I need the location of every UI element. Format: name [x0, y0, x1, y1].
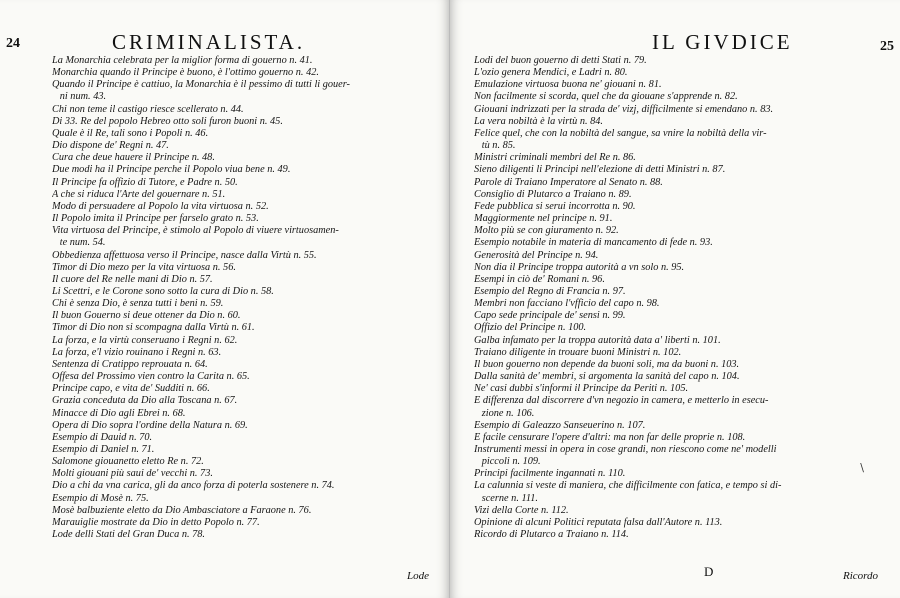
right-index-entry: Non dia il Principe troppa autorità a vn solo n. 95.	[474, 261, 685, 273]
left-index-entry: Due modi ha il Principe perche il Popolo viua bene n. 49.	[52, 164, 291, 176]
right-index-entry: Galba infamato per la troppa autorità data a' liberti n. 101.	[474, 334, 721, 346]
right-index-entry: Parole di Traiano Imperatore al Senato n. 88.	[474, 176, 663, 188]
left-index-entry: Il buon Gouerno si deue ottener da Dio n. 60.	[52, 310, 241, 322]
left-index-entry: Modo di persuadere al Popolo la vita virtuosa n. 52.	[52, 200, 269, 212]
right-index-entry: Offizio del Principe n. 100.	[474, 322, 587, 334]
left-running-title: CRIMINALISTA.	[112, 30, 306, 54]
left-index-list	[52, 55, 431, 541]
right-page-header	[474, 30, 894, 54]
right-index-entry: Fede pubblica si serui incorrotta n. 90.	[474, 200, 636, 212]
right-index-list	[474, 55, 870, 541]
left-index-entry: Dio dispone de' Regni n. 47.	[52, 140, 169, 152]
right-page-number: 25	[880, 39, 894, 54]
margin-mark: \	[860, 461, 864, 474]
left-page-header	[6, 30, 431, 54]
left-index-entry: Obbedienza affettuosa verso il Principe, nasce dalla Virtù n. 55.	[52, 249, 317, 261]
right-index-entry: Vizi della Corte n. 112.	[474, 504, 569, 516]
right-index-entry: Consiglio di Plutarco a Traiano n. 89.	[474, 188, 632, 200]
left-index-entry: Cura che deue hauere il Principe n. 48.	[52, 152, 215, 164]
right-index-entry: Sieno diligenti li Principi nell'elezione di detti Ministri n. 87.	[474, 164, 726, 176]
left-index-entry: Esempio di Dauid n. 70.	[52, 431, 153, 443]
left-index-entry: Offesa del Prossimo vien contro la Carita n. 65.	[52, 371, 250, 383]
left-catchword: Lode	[407, 570, 429, 582]
right-index-entry: Il buon gouerno non depende da buoni soli, ma da buoni n. 103.	[474, 358, 740, 370]
left-index-entry: Monarchia quando il Principe è buono, è l'ottimo gouerno n. 42.	[52, 67, 319, 79]
right-catchword: Ricordo	[842, 570, 878, 582]
right-index-entry: La vera nobiltà è la virtù n. 84.	[474, 115, 603, 127]
left-index-entry: Salomone giouanetto eletto Re n. 72.	[52, 456, 204, 468]
right-index-entry: scerne n. 111.	[474, 492, 538, 504]
right-index-entry: zione n. 106.	[474, 407, 535, 419]
right-index-entry: Esempio del Regno di Francia n. 97.	[474, 285, 626, 297]
left-index-entry: te num. 54.	[52, 237, 106, 249]
left-index-entry: Dio a chi da vna carica, gli da anco forza di poterla sostenere n. 74.	[52, 480, 335, 492]
right-index-entry: Opinione di alcuni Politici reputata falsa dall'Autore n. 113.	[474, 516, 723, 528]
left-index-entry: Quando il Principe è cattiuo, la Monarchia è il pessimo di tutti li gouer-	[52, 79, 350, 91]
left-index-entry: Marauiglie mostrate da Dio in detto Popolo n. 77.	[52, 516, 260, 528]
right-index-entry: La calunnia si veste di maniera, che difficilmente con fatica, e tempo si di-	[474, 480, 782, 492]
left-index-entry: Principe capo, e vita de' Sudditi n. 66.	[52, 383, 210, 395]
left-index-entry: Chi è senza Dio, è senza tutti i beni n. 59.	[52, 298, 224, 310]
left-index-entry: Vita virtuosa del Principe, è stimolo al Popolo di viuere virtuosamen-	[52, 225, 339, 237]
right-index-entry: Felice quel, che con la nobiltà del sangue, sa vnire la nobiltà della vir-	[474, 127, 767, 139]
right-index-entry: Non facilmente si scorda, quel che da giouane s'apprende n. 82.	[474, 91, 738, 103]
left-index-entry: Grazia conceduta da Dio alla Toscana n. 67.	[52, 395, 238, 407]
right-index-entry: Capo sede principale de' sensi n. 99.	[474, 310, 626, 322]
right-index-entry: Molto più se con giuramento n. 92.	[474, 225, 619, 237]
left-index-entry: Li Scettri, e le Corone sono sotto la cura di Dio n. 58.	[52, 285, 274, 297]
right-index-entry: Traiano diligente in trouare buoni Ministri n. 102.	[474, 346, 682, 358]
left-index-entry: A che si riduca l'Arte del gouernare n. 51.	[52, 188, 226, 200]
right-index-entry: Emulazione virtuosa buona ne' giouani n. 81.	[474, 79, 662, 91]
right-index-entry: Esempi in ciò de' Romani n. 96.	[474, 273, 605, 285]
right-running-title: IL GIVDICE	[652, 30, 793, 54]
right-index-entry: Lodi del buon gouerno di detti Stati n. 79.	[474, 55, 647, 66]
right-index-entry: Maggiormente nel principe n. 91.	[474, 213, 613, 225]
left-index-entry: Mosè balbuziente eletto da Dio Ambasciatore a Faraone n. 76.	[52, 504, 312, 516]
left-index-entry: Molti giouani più saui de' vecchi n. 73.	[52, 468, 213, 480]
right-index-entry: L'ozio genera Mendici, e Ladri n. 80.	[474, 67, 628, 79]
right-index-entry: Ministri criminali membri del Re n. 86.	[474, 152, 636, 164]
left-index-entry: Chi non teme il castigo riesce scellerato n. 44.	[52, 103, 244, 115]
right-index-entry: Ricordo di Plutarco a Traiano n. 114.	[474, 529, 629, 541]
right-index-entry: Esempio notabile in materia di mancamento di fede n. 93.	[474, 237, 713, 249]
right-index-entry: E facile censurare l'opere d'altri: ma non far delle proprie n. 108.	[474, 431, 746, 443]
left-index-entry: La forza, e la virtù conseruano i Regni n. 62.	[52, 334, 238, 346]
left-index-entry: Il cuore del Re nelle mani di Dio n. 57.	[52, 273, 213, 285]
right-index-entry: Dalla sanità de' membri, si argomenta la sanità del capo n. 104.	[474, 371, 740, 383]
left-index-entry: La forza, e'l vizio rouinano i Regni n. 63.	[52, 346, 222, 358]
right-index-entry: Membri non facciano l'vfficio del capo n. 98.	[474, 298, 660, 310]
left-index-entry: Timor di Dio mezo per la vita virtuosa n. 56.	[52, 261, 236, 273]
right-index-entry: Instrumenti messi in opera in cose grandi, non riescono come ne' modelli	[474, 444, 777, 455]
left-index-entry: Minacce di Dio agli Ebrei n. 68.	[52, 407, 186, 419]
left-index-entry: Il Popolo imita il Principe per farselo grato n. 53.	[52, 213, 259, 225]
left-index-entry: Esempio di Mosè n. 75.	[52, 492, 149, 504]
right-index-entry: E differenza dal discorrere d'vn negozio in camera, e metterlo in esecu-	[474, 395, 769, 407]
left-index-entry: La Monarchia celebrata per la miglior forma di gouerno n. 41.	[52, 55, 313, 66]
right-index-entry: Ne' casi dubbi s'informi il Principe da Periti n. 105.	[474, 383, 689, 395]
right-index-entry: Principi facilmente ingannati n. 110.	[474, 468, 626, 480]
left-page-number: 24	[6, 36, 20, 51]
right-index-entry: Generosità del Principe n. 94.	[474, 249, 599, 261]
right-page	[450, 0, 900, 598]
left-index-entry: Opera di Dio sopra l'ordine della Natura n. 69.	[52, 419, 248, 431]
left-index-entry: Quale è il Re, tali sono i Popoli n. 46.	[52, 127, 209, 139]
left-index-entry: Timor di Dio non si scompagna dalla Virtù n. 61.	[52, 322, 255, 334]
right-index-entry: Esempio di Galeazzo Sanseuerino n. 107.	[474, 419, 646, 431]
left-index-entry: Lode delli Stati del Gran Duca n. 78.	[52, 529, 206, 541]
left-index-entry: Sentenza di Cratippo reprouata n. 64.	[52, 358, 208, 370]
left-index-entry: Di 33. Re del popolo Hebreo otto soli furon buoni n. 45.	[52, 115, 283, 127]
left-index-entry: Esempio di Daniel n. 71.	[52, 444, 155, 455]
left-index-entry: ni num. 43.	[52, 91, 107, 103]
signature-mark: D	[704, 564, 714, 579]
right-index-entry: piccoli n. 109.	[474, 456, 541, 468]
right-index-entry: tù n. 85.	[474, 140, 516, 152]
right-index-entry: Giouani indrizzati per la strada de' vizj, difficilmente si emendano n. 83.	[474, 103, 774, 115]
left-index-entry: Il Principe fa offizio di Tutore, e Padre n. 50.	[52, 176, 238, 188]
